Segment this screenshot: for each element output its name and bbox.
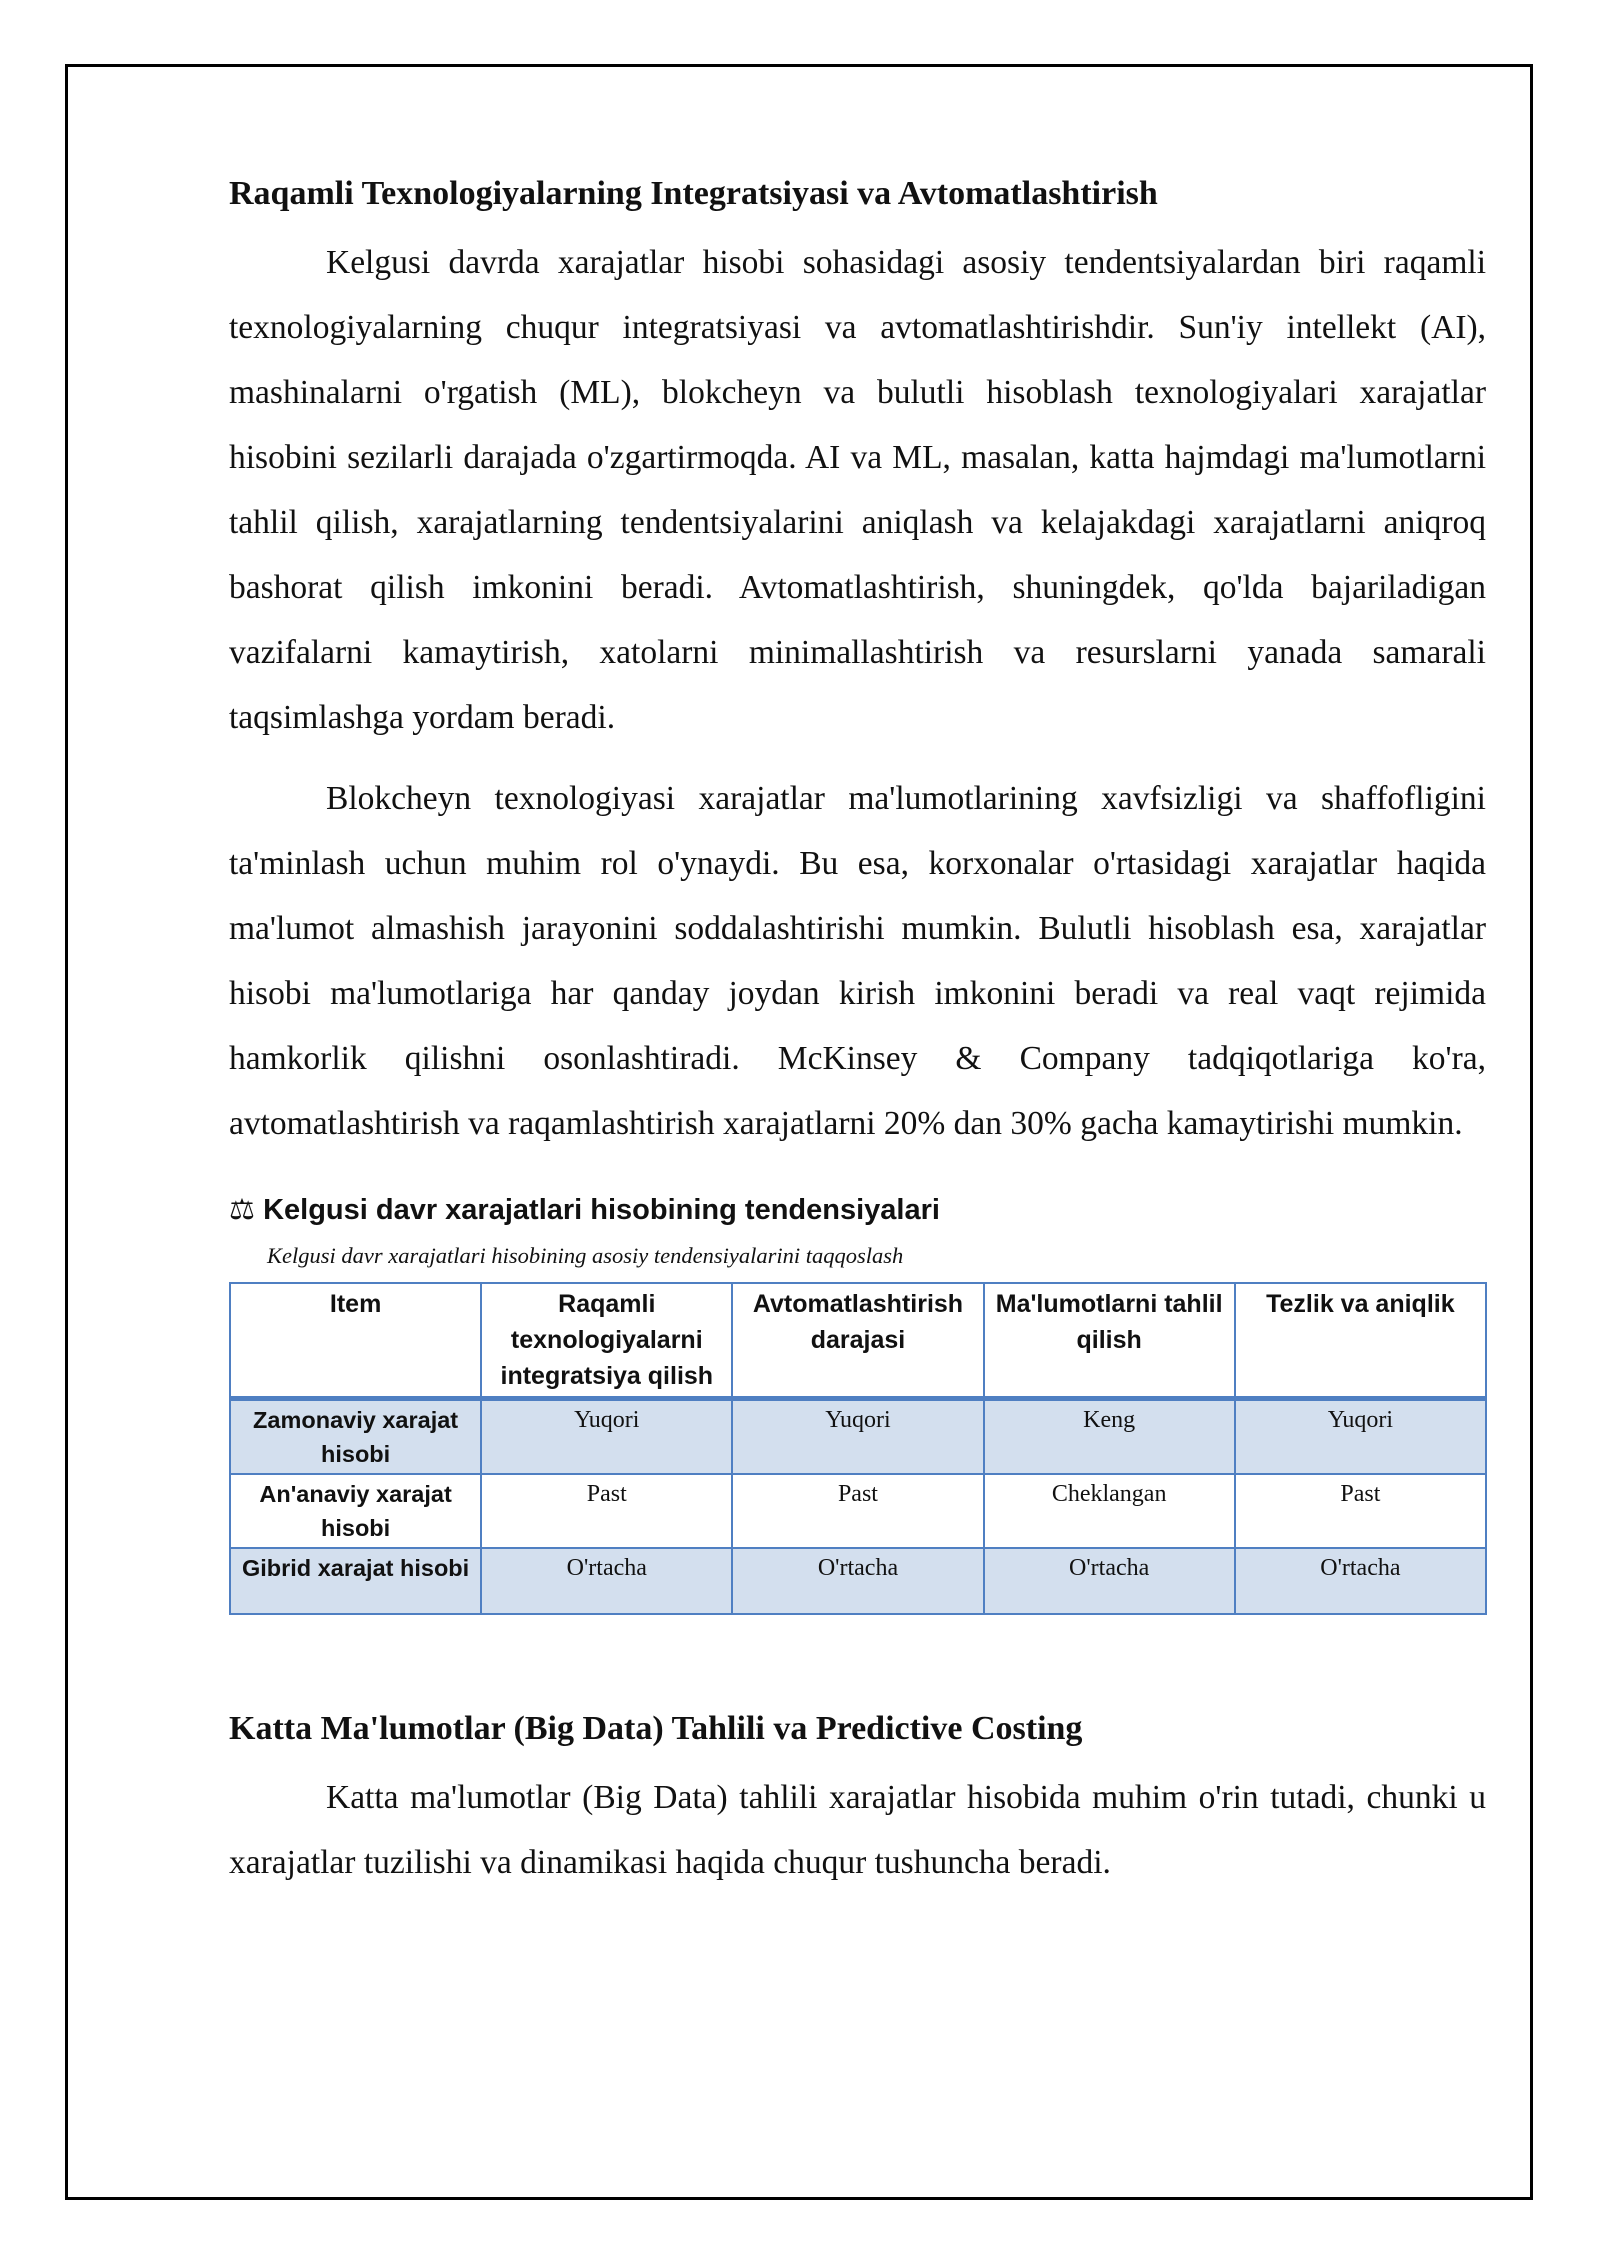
row-label: Zamonaviy xarajat hisobi bbox=[230, 1399, 481, 1475]
column-header: Tezlik va aniqlik bbox=[1235, 1283, 1486, 1399]
table-cell: O'rtacha bbox=[984, 1548, 1235, 1614]
table-cell: Past bbox=[481, 1474, 732, 1548]
table-row bbox=[230, 1399, 1486, 1475]
table-cell: Past bbox=[1235, 1474, 1486, 1548]
column-header: Item bbox=[230, 1283, 481, 1399]
column-header: Avtomatlashtirish darajasi bbox=[732, 1283, 983, 1399]
table-row bbox=[230, 1548, 1486, 1614]
row-label: An'anaviy xarajat hisobi bbox=[230, 1474, 481, 1548]
column-header: Raqamli texnologiyalarni integratsiya qilish bbox=[481, 1283, 732, 1399]
trends-comparison-table bbox=[229, 1282, 1487, 1615]
table-cell: Yuqori bbox=[481, 1399, 732, 1475]
row-label: Gibrid xarajat hisobi bbox=[230, 1548, 481, 1614]
scales-icon: ⚖ bbox=[229, 1194, 255, 1226]
table-header-row bbox=[230, 1283, 1486, 1399]
table-subcaption: Kelgusi davr xarajatlari hisobining asosiy tendensiyalarini taqqoslash bbox=[267, 1243, 904, 1268]
table-cell: O'rtacha bbox=[481, 1548, 732, 1614]
table-cell: Keng bbox=[984, 1399, 1235, 1475]
document-content bbox=[229, 172, 1486, 1911]
table-cell: Yuqori bbox=[732, 1399, 983, 1475]
paragraph-blockchain-cloud: Blokcheyn texnologiyasi xarajatlar ma'lumotlarining xavfsizligi va shaffofligini ta'minlash uchun muhim rol o'ynaydi. Bu esa, korxonalar o'rtasidagi xarajatlar haqida ma'lumot almashish jarayonini soddalashtirishi mumkin. Bulutli hisoblash esa, xarajatlar hisobi ma'lumotlariga har qanday joydan kirish imkonini beradi va real vaqt rejimida hamkorlik qilishni osonlashtiradi. McKinsey & Company tadqiqotlariga ko'ra, avtomatlashtirish va raqamlashtirish xarajatlarni 20% dan 30% gacha kamaytirishi mumkin. bbox=[229, 780, 1486, 1142]
table-cell: O'rtacha bbox=[732, 1548, 983, 1614]
section-big-data bbox=[229, 1707, 1486, 1895]
table-cell: Past bbox=[732, 1474, 983, 1548]
section-heading-big-data: Katta Ma'lumotlar (Big Data) Tahlili va Predictive Costing bbox=[229, 1710, 1083, 1747]
section-heading-digital-integration: Raqamli Texnologiyalarning Integratsiyasi va Avtomatlashtirish bbox=[229, 175, 1158, 212]
table-cell: Yuqori bbox=[1235, 1399, 1486, 1475]
table-cell: O'rtacha bbox=[1235, 1548, 1486, 1614]
paragraph-big-data: Katta ma'lumotlar (Big Data) tahlili xarajatlar hisobida muhim o'rin tutadi, chunki u xarajatlar tuzilishi va dinamikasi haqida chuqur tushuncha beradi. bbox=[229, 1779, 1486, 1881]
table-caption-text: Kelgusi davr xarajatlari hisobining tendensiyalari bbox=[263, 1194, 940, 1226]
paragraph-ai-ml-automation: Kelgusi davrda xarajatlar hisobi sohasidagi asosiy tendentsiyalardan biri raqamli texnologiyalarning chuqur integratsiyasi va avtomatlashtirishdir. Sun'iy intellekt (AI), mashinalarni o'rgatish (ML), blokcheyn va bulutli hisoblash texnologiyalari xarajatlar hisobini sezilarli darajada o'zgartirmoqda. AI va ML, masalan, katta hajmdagi ma'lumotlarni tahlil qilish, xarajatlarning tendentsiyalarini aniqlash va kelajakdagi xarajatlarni aniqroq bashorat qilish imkonini beradi. Avtomatlashtirish, shuningdek, qo'lda bajariladigan vazifalarni kamaytirish, xatolarni minimallashtirish va resurslarni yanada samarali taqsimlashga yordam beradi. bbox=[229, 244, 1486, 736]
table-row bbox=[230, 1474, 1486, 1548]
table-caption bbox=[229, 1190, 1486, 1230]
table-cell: Cheklangan bbox=[984, 1474, 1235, 1548]
column-header: Ma'lumotlarni tahlil qilish bbox=[984, 1283, 1235, 1399]
